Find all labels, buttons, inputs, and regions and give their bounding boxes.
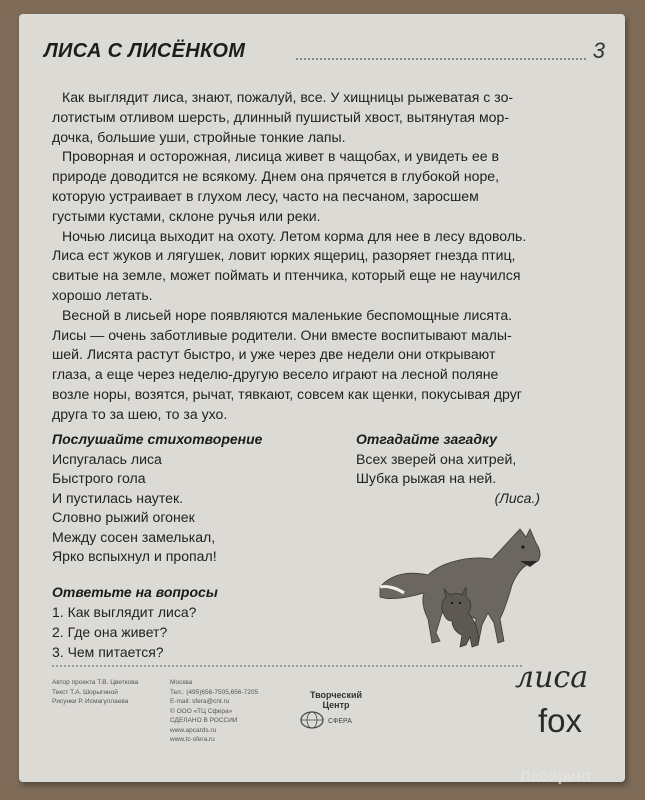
publisher-logo xyxy=(296,690,376,732)
logo-line: Центр xyxy=(322,700,350,710)
body-line: природе доводится не всякому. Днем она прячется в глубокой норе, xyxy=(52,168,500,185)
cub-eye xyxy=(451,602,453,604)
credit-line: Автор проекта Т.В. Цветкова xyxy=(52,679,139,686)
body-line: которую устраивает в глухом лесу, часто на песчаном, заросшем xyxy=(52,187,479,204)
watermark: Лабиринт xyxy=(520,768,593,785)
questions-title: Ответьте на вопросы xyxy=(52,584,218,600)
body-line: свитые на земле, может поймать и птенчика, который еще не научился xyxy=(52,267,521,284)
publisher-info xyxy=(170,678,258,745)
credit-line: Текст Т.А. Шорыгиной xyxy=(52,688,118,696)
question-item: 1. Как выглядит лиса? xyxy=(52,604,197,620)
word-english: fox xyxy=(538,702,583,739)
body-line: глаза, а еще через неделю-другую весело играют на лесной поляне xyxy=(52,366,499,383)
poem-line: Испугалась лиса xyxy=(52,451,162,467)
questions-block xyxy=(52,583,342,662)
body-line: Лисы — очень заботливые родители. Они вместе воспитывают малы- xyxy=(52,326,512,343)
fox-illustration xyxy=(370,515,550,665)
publisher-line: Тел.: (495)656-7505,656-7205 xyxy=(170,688,259,696)
logo-line: Творческий xyxy=(309,690,363,700)
body-line: шей. Лисята растут быстро, и уже через две недели они открывают xyxy=(52,346,496,363)
body-line: Лиса ест жуков и лягушек, ловит юрких ящериц, разоряет гнезда птиц, xyxy=(52,247,516,264)
body-line: Как выглядит лиса, знают, пожалуй, все. У хищницы рыжеватая с зо- xyxy=(62,89,514,105)
poem-line: Ярко вспыхнул и пропал! xyxy=(52,548,217,565)
cub-eye xyxy=(459,602,461,604)
riddle-line: Шубка рыжая на ней. xyxy=(356,470,497,487)
credits xyxy=(52,678,138,707)
publisher-line: www.apcards.ru xyxy=(170,726,217,734)
riddle-block xyxy=(356,430,606,508)
poem-line: Быстрого гола xyxy=(52,470,146,487)
poem-line: Словно рыжий огонек xyxy=(52,509,195,526)
poem-line: Между сосен замелькал, xyxy=(52,528,216,545)
body-line: Весной в лисьей норе появляются маленькие беспомощные лисята. xyxy=(62,306,513,323)
publisher-line: Москва xyxy=(170,679,193,686)
riddle-title: Отгадайте загадку xyxy=(356,431,498,447)
title-divider xyxy=(296,58,586,60)
publisher-line: СДЕЛАНО В РОССИИ xyxy=(170,717,238,724)
riddle-answer: (Лиса.) xyxy=(494,489,540,506)
body-line: хорошо летать. xyxy=(52,286,153,303)
logo-globe-icon xyxy=(296,710,376,730)
body-line: Проворная и осторожная, лисица живет в чащобах, и увидеть ее в xyxy=(62,148,499,165)
body-line: лотистым отливом шерсть, длинный пушистый хвост, вытянутая мор- xyxy=(52,108,510,125)
publisher-line: www.tc-sfera.ru xyxy=(170,736,215,743)
body-text xyxy=(52,88,602,425)
question-item: 3. Чем питается? xyxy=(52,644,164,660)
riddle-line: Всех зверей она хитрей, xyxy=(356,451,517,467)
poem-title: Послушайте стихотворение xyxy=(52,431,263,447)
page-title: ЛИСА С ЛИСЁНКОМ xyxy=(44,40,246,62)
publisher-line: © ООО «ТЦ Сфера» xyxy=(170,707,233,715)
poem-block xyxy=(52,430,342,566)
header xyxy=(44,40,609,68)
body-line: дочка, большие уши, стройные тонкие лапы. xyxy=(52,128,346,145)
word-russian: лиса xyxy=(515,660,589,695)
body-line: возле норы, возятся, рычат, тявкают, совсем как щенки, покусывая друг xyxy=(52,385,522,402)
poem-line: И пустилась наутек. xyxy=(52,489,184,506)
body-line: Ночью лисица выходит на охоту. Летом корма для нее в лесу вдоволь. xyxy=(62,227,527,244)
question-item: 2. Где она живет? xyxy=(52,624,168,640)
credit-line: Рисунки Р. Исмагуллаева xyxy=(52,698,129,705)
page-number: 3 xyxy=(592,38,605,63)
body-line: друга то за шею, то за ухо. xyxy=(52,405,228,422)
publisher-line: E-mail: sfera@cnt.ru xyxy=(170,698,230,705)
body-line: густыми кустами, склоне ручья или реки. xyxy=(52,207,321,224)
footer-divider xyxy=(52,665,522,667)
logo-badge: СФЕРА xyxy=(328,718,352,725)
fox-eye xyxy=(521,545,524,548)
